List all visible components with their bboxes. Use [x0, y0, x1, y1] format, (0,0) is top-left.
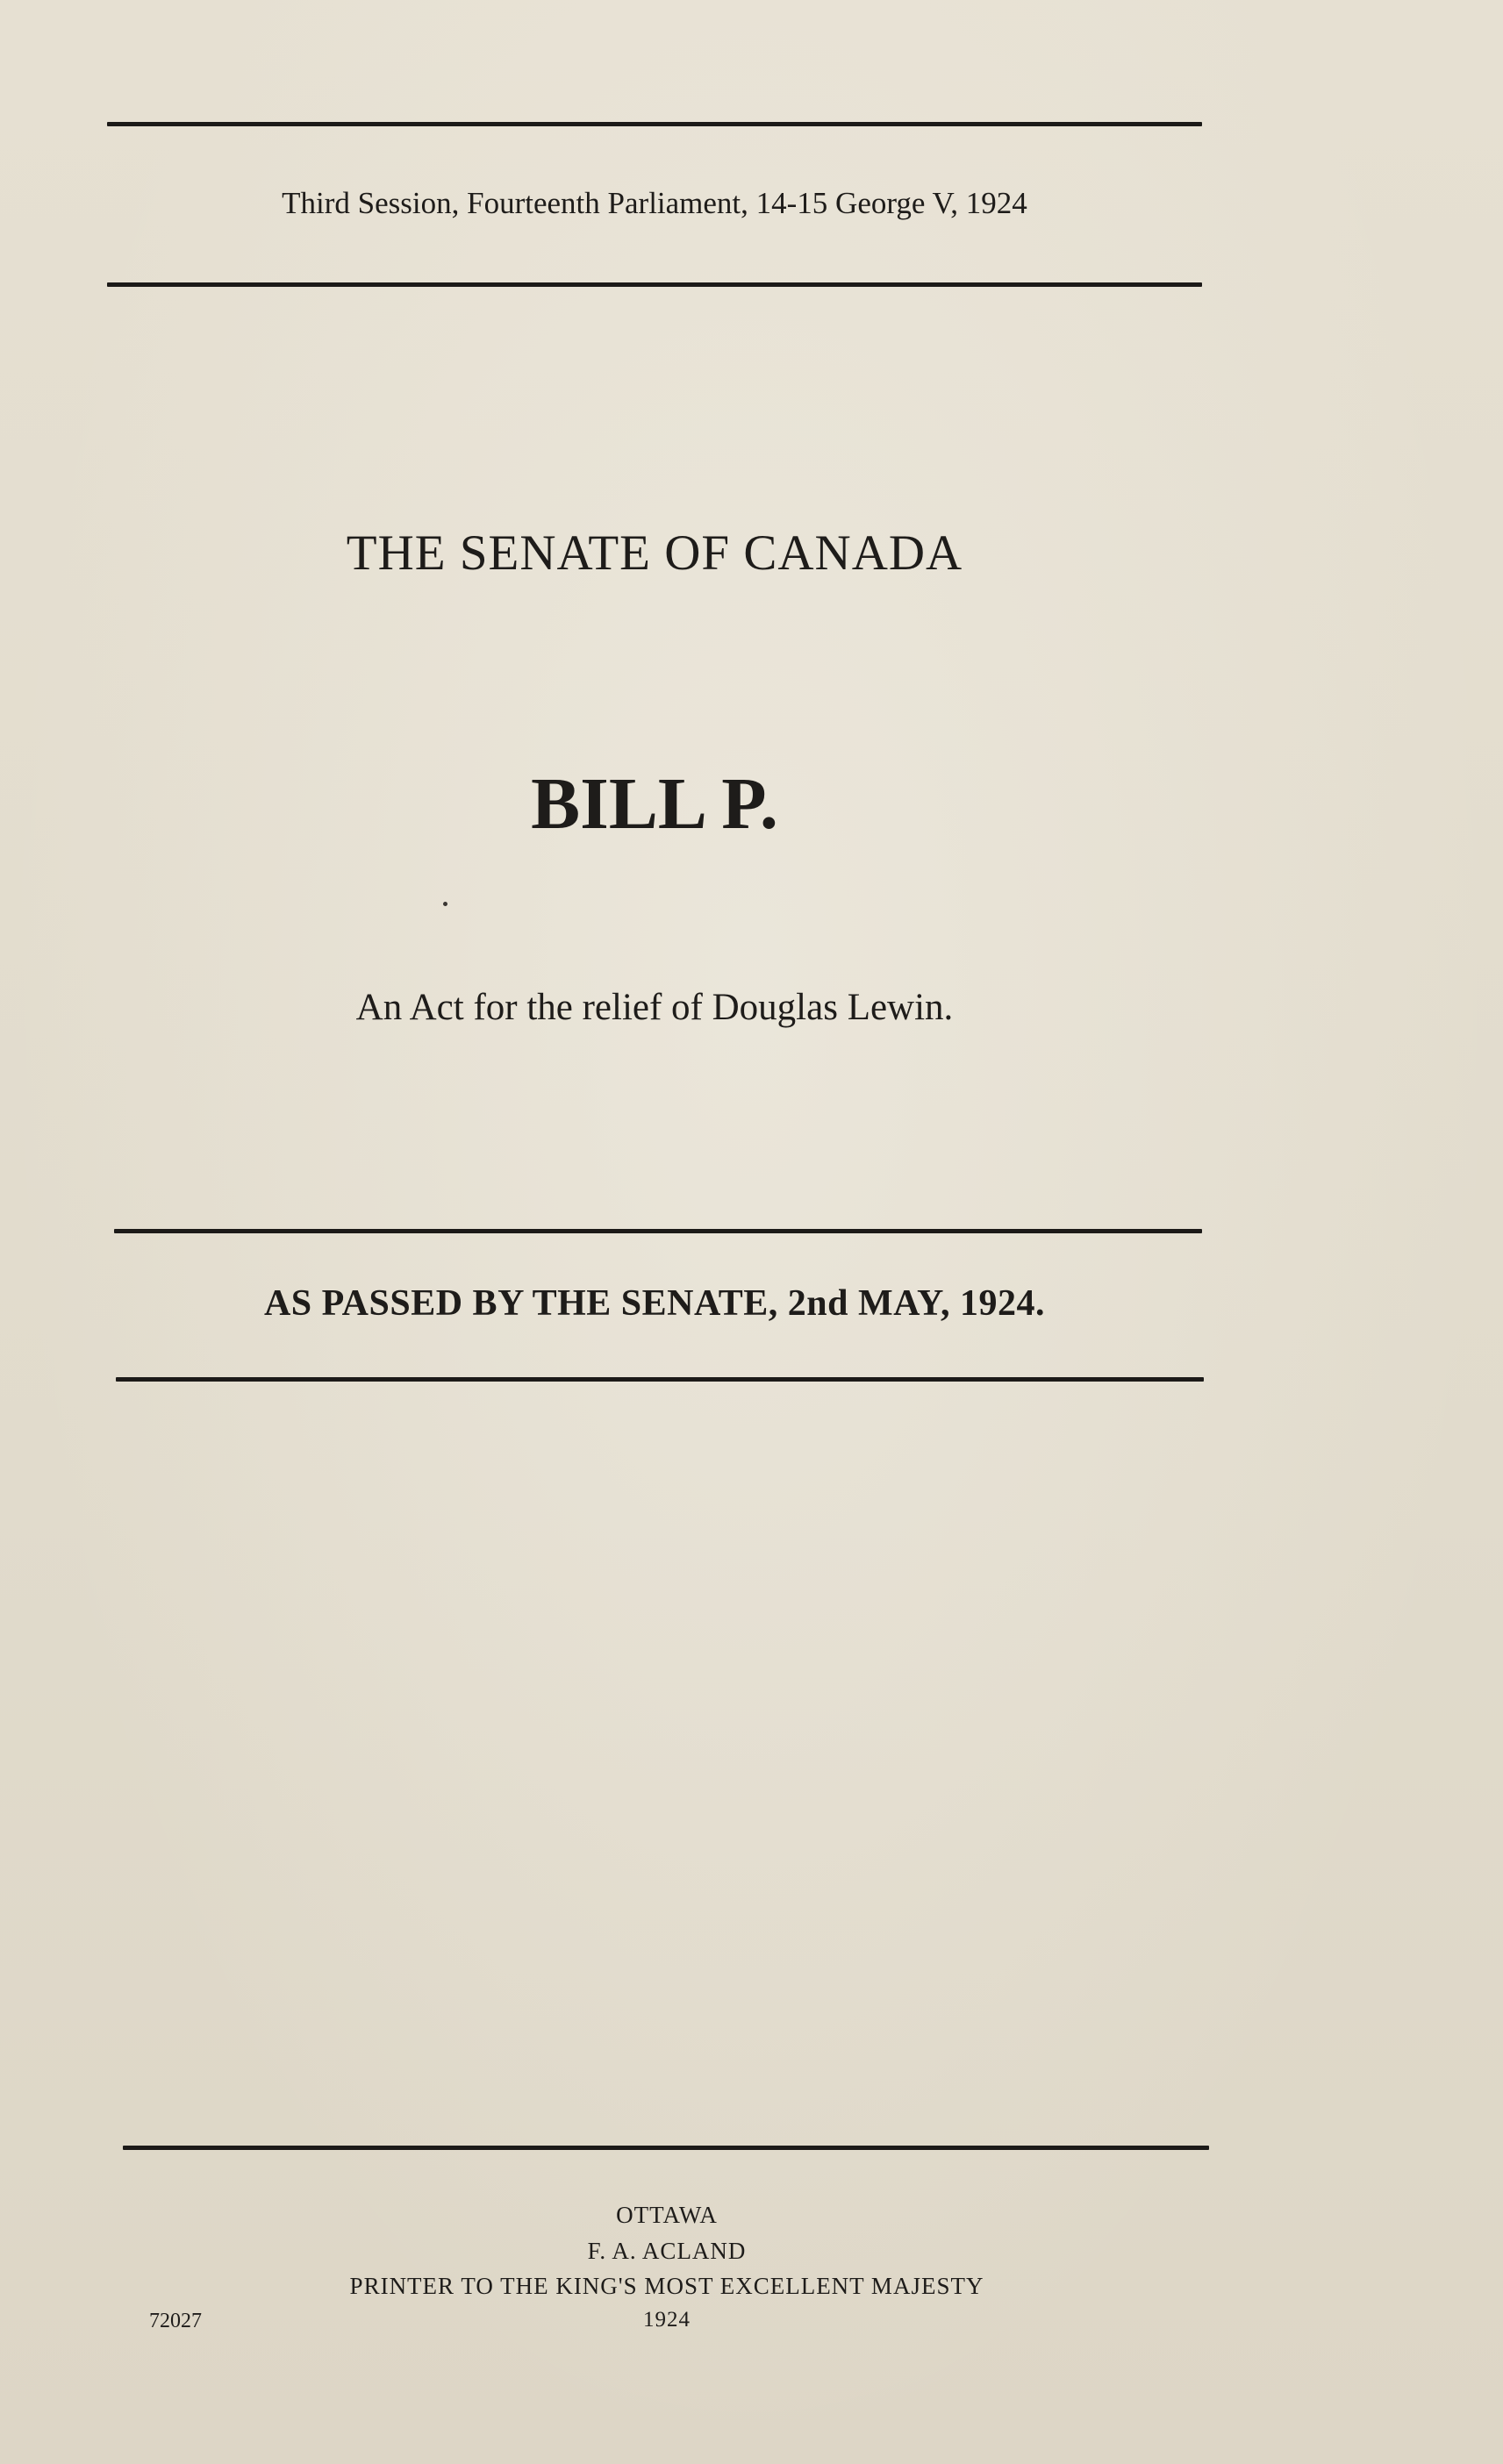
- bill-label: BILL P.: [531, 763, 778, 845]
- job-number: 72027: [149, 2310, 202, 2332]
- top-rule: [107, 122, 1202, 126]
- imprint-year: 1924: [643, 2308, 691, 2332]
- passage-status: AS PASSED BY THE SENATE, 2nd MAY, 1924.: [263, 1283, 1046, 1324]
- house-heading: THE SENATE OF CANADA: [346, 525, 963, 581]
- imprint-city: OTTAWA: [616, 2202, 718, 2228]
- ink-speck: [443, 902, 447, 906]
- status-bottom-rule: [116, 1377, 1204, 1382]
- short-title: An Act for the relief of Douglas Lewin.: [355, 987, 954, 1028]
- session-line: Third Session, Fourteenth Parliament, 14-15 George V, 1924: [282, 186, 1027, 220]
- imprint-printer-name: F. A. ACLAND: [587, 2238, 747, 2264]
- imprint-top-rule: [123, 2146, 1209, 2150]
- imprint-printer-title: PRINTER TO THE KING'S MOST EXCELLENT MAJESTY: [349, 2273, 984, 2299]
- status-top-rule: [114, 1229, 1202, 1233]
- session-bottom-rule: [107, 282, 1202, 287]
